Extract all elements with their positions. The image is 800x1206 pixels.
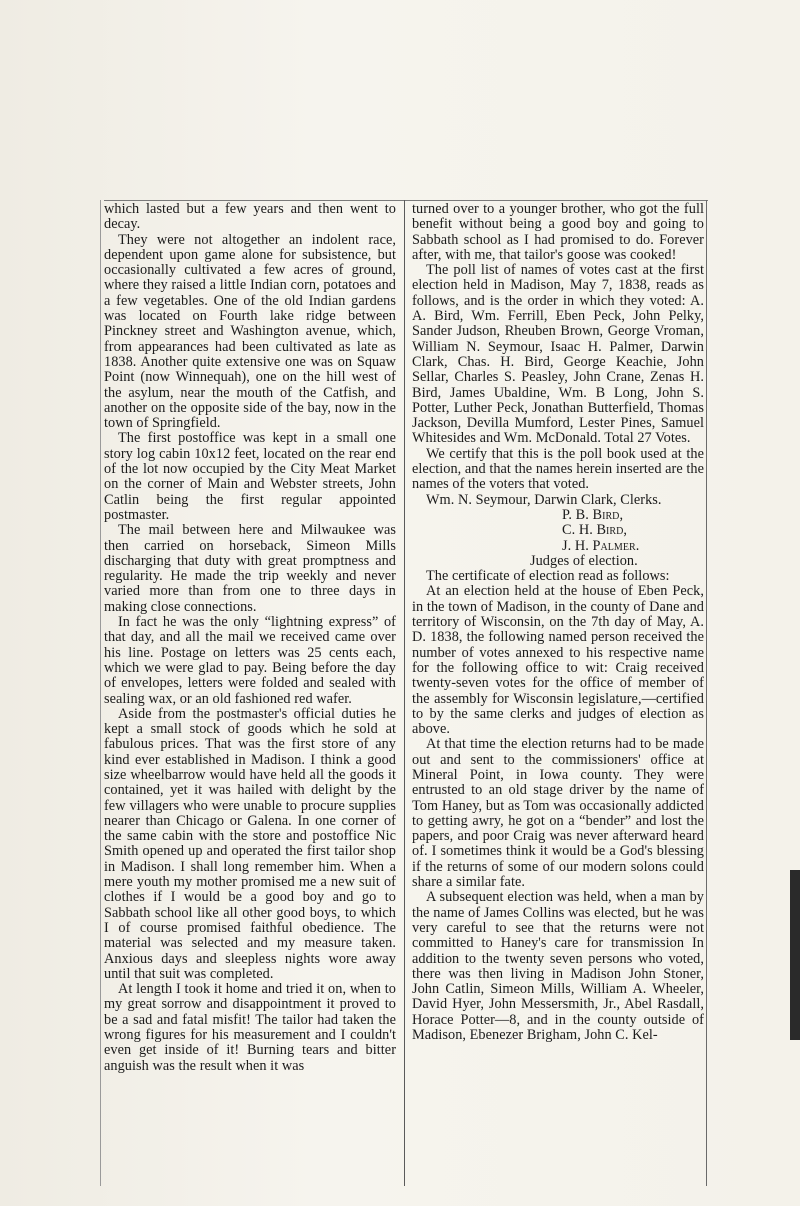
clerks-signature: Wm. N. Seymour, Darwin Clark, Clerks.	[426, 491, 662, 508]
right-paragraph-5: At an election held at the house of Eben Peck, in the town of Madison, in the county of Dane and territory of Wisconsin, on the 7th day of May, A. D. 1838, the following named person received the number of votes annexed to his respective name for the following office to wit: Craig received twenty-seven votes for the office of member of the assembly for Wisconsin legislature,—certified to by the same clerks and judges of election as above.	[412, 583, 704, 738]
right-text-column	[412, 202, 704, 1043]
right-paragraph-2: The poll list of names of votes cast at the first election held in Madison, May 7, 1838, reads as follows, and is the order in which they voted: A. A. Bird, Wm. Ferrill, Eben Peck, John Pelky, Sander Judson, Rheuben Brown, George Vroman, William N. Seymour, Isaac H. Palmer, Darwin Clark, Chas. H. Bird, George Keachie, John Sellar, Charles S. Peasley, John Crane, Zenas H. Bird, James Ubaldine, Wm. B Long, John S. Potter, Luther Peck, Jonathan Butterfield, Thomas Jackson, Devilla Mumford, Lester Pines, Samuel Whitesides and Wm. McDonald. Total 27 Votes.	[412, 262, 704, 447]
left-paragraph-3: The first postoffice was kept in a small one story log cabin 10x12 feet, located on the rear end of the lot now occupied by the City Meat Market on the corner of Main and Webster streets, John Catlin being the first regular appointed postmaster.	[104, 430, 396, 523]
page-edge-mark	[790, 870, 800, 1040]
left-text-column	[104, 202, 396, 1074]
right-border-rule	[706, 200, 707, 1186]
left-paragraph-4: The mail between here and Milwaukee was then carried on horseback, Simeon Mills discharging that duty with great promptness and regularity. He made the trip weekly and never varied more than from one to three days in making close connections.	[104, 522, 396, 615]
judge-signature-1: P. B. Bird,	[562, 506, 624, 523]
left-paragraph-7: At length I took it home and tried it on, when to my great sorrow and disappointment it proved to be a sad and fatal misfit! The tailor had taken the wrong figures for his measurement and I couldn't even get inside of it! Burning tears and bitter anguish was the result when it was	[104, 981, 396, 1074]
column-divider	[404, 200, 405, 1186]
left-paragraph-6: Aside from the postmaster's official duties he kept a small stock of goods which he sold at fabulous prices. That was the first store of any kind ever established in Madison. I think a good size wheelbarrow would have held all the goods it contained, yet it was hailed with delight by the few villagers who were unable to procure supplies nearer than Chicago or Galena. In one corner of the same cabin with the store and postoffice Nic Smith opened up and operated the first tailor shop in Madison. I shall long remember him. When a mere youth my mother promised me a new suit of clothes if I would be a good boy and go to Sabbath school like all other good boys, to which I of course promised faithful obedience. The material was selected and my measure taken. Anxious days and sleepless nights wore away until that suit was completed.	[104, 705, 396, 982]
right-paragraph-4: The certificate of election read as follows:	[426, 568, 670, 585]
right-paragraph-7: A subsequent election was held, when a man by the name of James Collins was elected, but he was very careful to see that the returns were not committed to Haney's care for transmission In addition to the twenty seven persons who voted, there was then living in Madison John Stoner, John Catlin, Simeon Mills, William A. Wheeler, David Hyer, John Messersmith, Jr., Abel Rasdall, Horace Potter—8, and in the county outside of Madison, Ebenezer Brigham, John C. Kel-	[412, 889, 704, 1044]
judge-signature-3: J. H. Palmer.	[562, 537, 640, 554]
left-paragraph-5: In fact he was the only “lightning express” of that day, and all the mail we received came over his line. Postage on letters was 25 cents each, which we were glad to pay. Being before the day of envelopes, letters were folded and sealed with sealing wax, or an old fashioned red wafer.	[104, 614, 396, 707]
left-border-rule	[100, 200, 101, 1186]
right-paragraph-3: We certify that this is the poll book used at the election, and that the names herein inserted are the names of the voters that voted.	[412, 445, 704, 493]
right-paragraph-6: At that time the election returns had to be made out and sent to the commissioners' office at Mineral Point, in Iowa county. They were entrusted to an old stage driver by the name of Tom Haney, but as Tom was occasionally addicted to getting awry, he got on a “bender” and lost the papers, and poor Craig was never afterward heard of. I sometimes think it would be a God's blessing if the returns of some of our modern solons could share a similar fate.	[412, 736, 704, 891]
left-paragraph-2: They were not altogether an indolent race, dependent upon game alone for subsistence, but occasionally cultivated a few acres of ground, where they raised a little Indian corn, potatoes and a few vegetables. One of the old Indian gardens was located on Fourth lake ridge between Pinckney street and Washington avenue, which, from appearances had been cultivated as late as 1838. Another quite extensive one was on Squaw Point (now Winnequah), one on the hill west of the asylum, near the mouth of the Catfish, and another on the opposite side of the bay, now in the town of Springfield.	[104, 231, 396, 432]
judges-title: Judges of election.	[530, 552, 638, 569]
judge-signature-2: C. H. Bird,	[562, 522, 628, 539]
right-paragraph-1: turned over to a younger brother, who got the full benefit without being a good boy and going to Sabbath school as I had promised to do. Forever after, with me, that tailor's goose was cooked!	[412, 201, 704, 263]
left-paragraph-1: which lasted but a few years and then went to decay.	[104, 201, 396, 233]
